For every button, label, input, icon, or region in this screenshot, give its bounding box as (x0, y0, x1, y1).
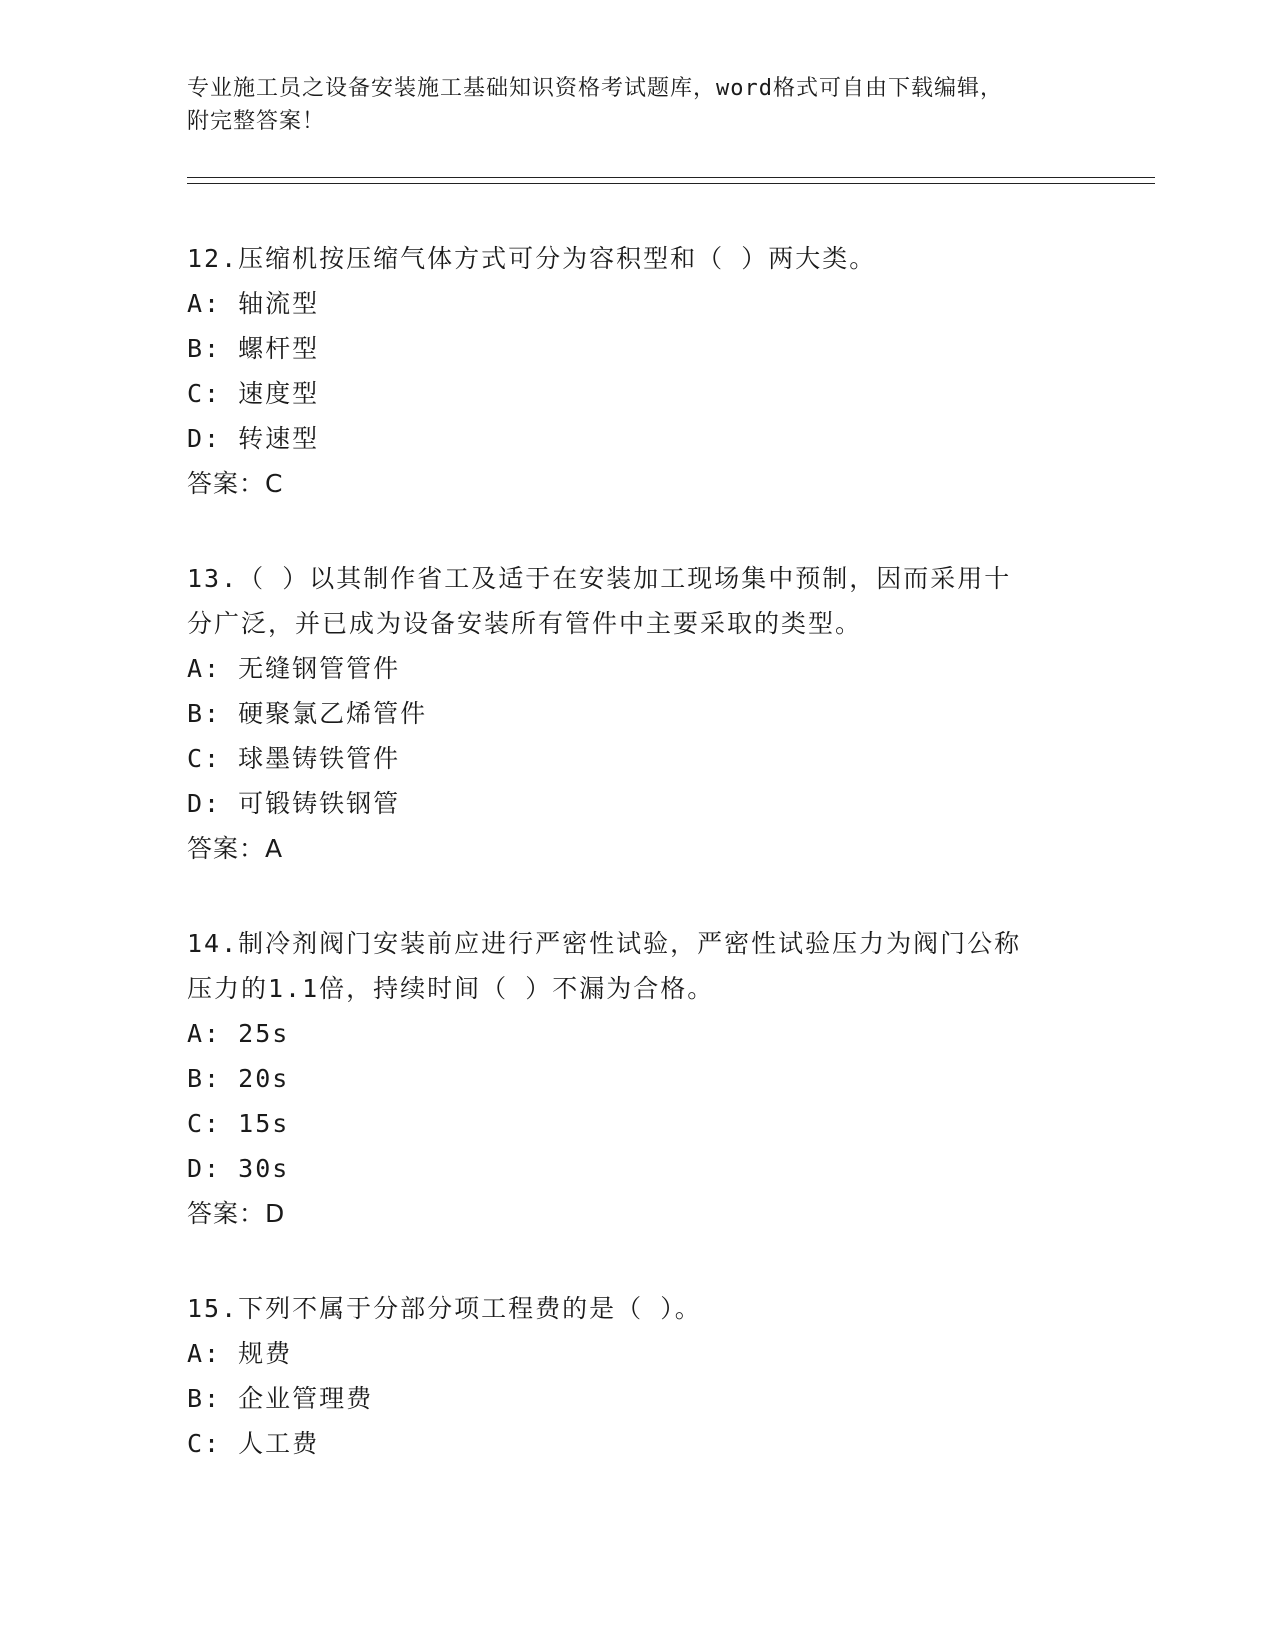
question-13 (187, 556, 1087, 871)
header-divider-bottom (187, 183, 1155, 184)
option-a: A: 25s (187, 1019, 290, 1048)
header-divider-top (187, 177, 1155, 178)
question-text: 15.下列不属于分部分项工程费的是（ ）。 (187, 1294, 702, 1323)
option-d: D: 转速型 (187, 424, 320, 453)
question-12 (187, 236, 1087, 506)
option-c: C: 人工费 (187, 1429, 320, 1458)
option-a: A: 无缝钢管管件 (187, 654, 401, 683)
option-d: D: 可锻铸铁钢管 (187, 789, 401, 818)
header-line-1: 专业施工员之设备安装施工基础知识资格考试题库，word格式可自由下载编辑， (187, 76, 1003, 101)
option-a: A: 规费 (187, 1339, 293, 1368)
option-c: C: 15s (187, 1109, 290, 1138)
header-line-2: 附完整答案！ (187, 109, 326, 134)
question-15 (187, 1286, 1087, 1466)
option-b: B: 企业管理费 (187, 1384, 374, 1413)
question-text: 13.（ ）以其制作省工及适于在安装加工现场集中预制，因而采用十 (187, 564, 1012, 593)
option-c: C: 速度型 (187, 379, 320, 408)
option-b: B: 螺杆型 (187, 334, 320, 363)
document-header (187, 72, 1067, 138)
question-list (187, 236, 1087, 1516)
question-text: 12.压缩机按压缩气体方式可分为容积型和（ ）两大类。 (187, 244, 877, 273)
option-a: A: 轴流型 (187, 289, 320, 318)
question-text-continued: 压力的1.1倍，持续时间（ ）不漏为合格。 (187, 974, 715, 1003)
question-14 (187, 921, 1087, 1236)
answer-label: 答案：D (187, 1199, 286, 1228)
option-c: C: 球墨铸铁管件 (187, 744, 401, 773)
question-text-continued: 分广泛，并已成为设备安装所有管件中主要采取的类型。 (187, 609, 863, 638)
question-text: 14.制冷剂阀门安装前应进行严密性试验，严密性试验压力为阀门公称 (187, 929, 1022, 958)
option-b: B: 硬聚氯乙烯管件 (187, 699, 428, 728)
answer-label: 答案：A (187, 834, 284, 863)
option-d: D: 30s (187, 1154, 290, 1183)
answer-label: 答案：C (187, 469, 284, 498)
option-b: B: 20s (187, 1064, 290, 1093)
